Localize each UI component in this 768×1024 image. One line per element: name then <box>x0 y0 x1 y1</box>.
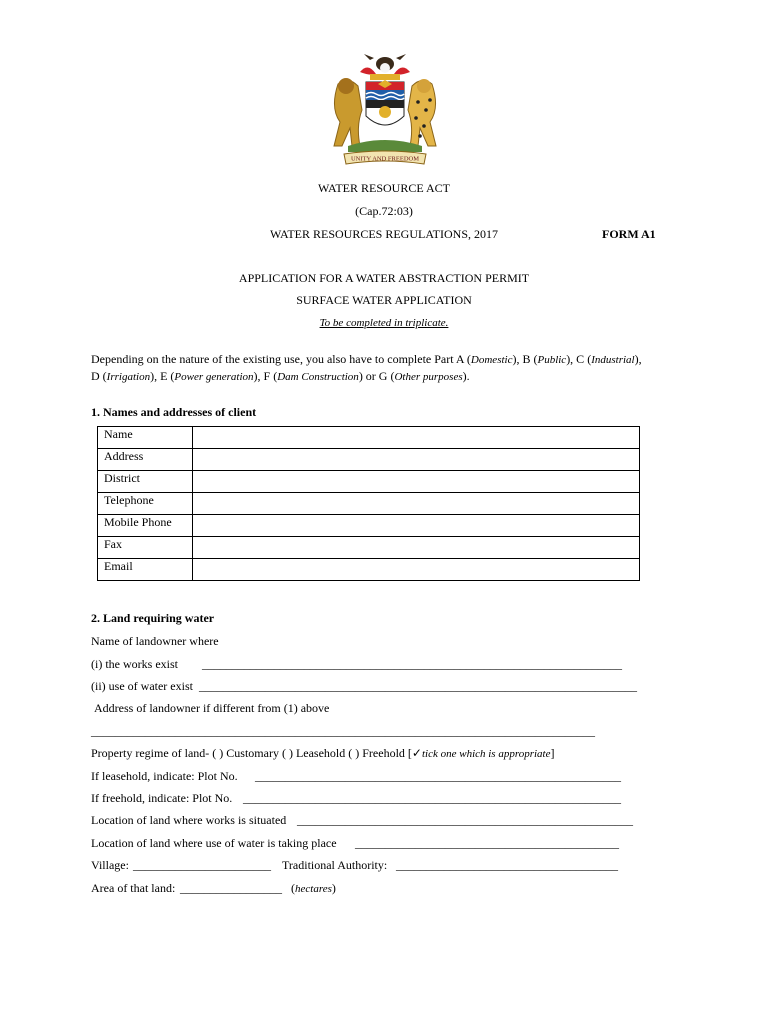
fax-field[interactable] <box>193 537 640 559</box>
telephone-field[interactable] <box>193 493 640 515</box>
act-title: WATER RESOURCE ACT <box>317 181 450 195</box>
row-label: Email <box>98 559 193 581</box>
works-exist-field[interactable]: ______________________________________________________________________ <box>202 657 622 671</box>
client-details-table <box>97 426 640 581</box>
traditional-authority-field[interactable]: _____________________________________ <box>396 858 618 872</box>
table-row <box>98 559 640 581</box>
row-label: Address <box>98 449 193 471</box>
hectares-unit: (hectares) <box>291 881 336 895</box>
leasehold-plot-field[interactable]: _____________________________________________________________ <box>255 769 621 783</box>
village-field[interactable]: _______________________ <box>133 858 271 872</box>
triplicate-note: To be completed in triplicate. <box>319 317 449 329</box>
use-location-label: Location of land where use of water is taking place <box>91 836 337 850</box>
name-field[interactable] <box>193 427 640 449</box>
area-label: Area of that land: <box>91 881 176 895</box>
row-label: Name <box>98 427 193 449</box>
use-location-field[interactable]: ____________________________________________ <box>355 836 619 850</box>
traditional-authority-label: Traditional Authority: <box>282 858 388 872</box>
works-location-field[interactable]: ________________________________________________________ <box>297 813 633 827</box>
check-icon: ✓ <box>411 746 422 760</box>
section-2-heading: 2. Land requiring water <box>91 611 215 625</box>
table-row <box>98 493 640 515</box>
table-row <box>98 449 640 471</box>
row-label: Telephone <box>98 493 193 515</box>
landowner-address-field[interactable]: ____________________________________________________________________________________ <box>91 724 595 738</box>
intro-line-1: Depending on the nature of the existing use, you also have to complete Part A (Domestic), B (Public), C (Industrial), <box>91 352 642 366</box>
district-field[interactable] <box>193 471 640 493</box>
water-exist-label: (ii) use of water exist <box>91 679 193 693</box>
landowner-label: Name of landowner where <box>91 634 219 648</box>
crest-motto: UNITY AND FREEDOM <box>350 155 420 163</box>
table-row <box>98 515 640 537</box>
address-field[interactable] <box>193 449 640 471</box>
address-if-different-label: Address of landowner if different from (1) above <box>94 701 330 715</box>
row-label: District <box>98 471 193 493</box>
section-1-heading: 1. Names and addresses of client <box>91 405 257 419</box>
application-subtitle: SURFACE WATER APPLICATION <box>296 293 472 307</box>
table-row <box>98 537 640 559</box>
table-row <box>98 471 640 493</box>
application-title: APPLICATION FOR A WATER ABSTRACTION PERMIT <box>238 271 530 285</box>
village-label: Village: <box>91 858 129 872</box>
works-exist-label: (i) the works exist <box>91 657 178 671</box>
row-label: Mobile Phone <box>98 515 193 537</box>
property-regime-line: Property regime of land- ( ) Customary ( ) Leasehold ( ) Freehold [✓tick one which is appropriate] <box>91 746 555 760</box>
form-id: FORM A1 <box>602 227 656 241</box>
area-field[interactable]: _________________ <box>180 881 282 895</box>
table-row <box>98 427 640 449</box>
row-label: Fax <box>98 537 193 559</box>
regulations-title: WATER RESOURCES REGULATIONS, 2017 <box>269 227 498 241</box>
water-exist-field[interactable]: _________________________________________________________________________ <box>199 679 637 693</box>
leasehold-label: If leasehold, indicate: Plot No. <box>91 769 238 783</box>
coat-of-arms-image <box>318 50 452 170</box>
act-cap: (Cap.72:03) <box>355 204 413 218</box>
mobile-phone-field[interactable] <box>193 515 640 537</box>
freehold-label: If freehold, indicate: Plot No. <box>91 791 233 805</box>
freehold-plot-field[interactable]: _______________________________________________________________ <box>243 791 621 805</box>
works-location-label: Location of land where works is situated <box>91 813 287 827</box>
intro-line-2: D (Irrigation), E (Power generation), F (Dam Construction) or G (Other purposes). <box>91 369 470 383</box>
email-field[interactable] <box>193 559 640 581</box>
